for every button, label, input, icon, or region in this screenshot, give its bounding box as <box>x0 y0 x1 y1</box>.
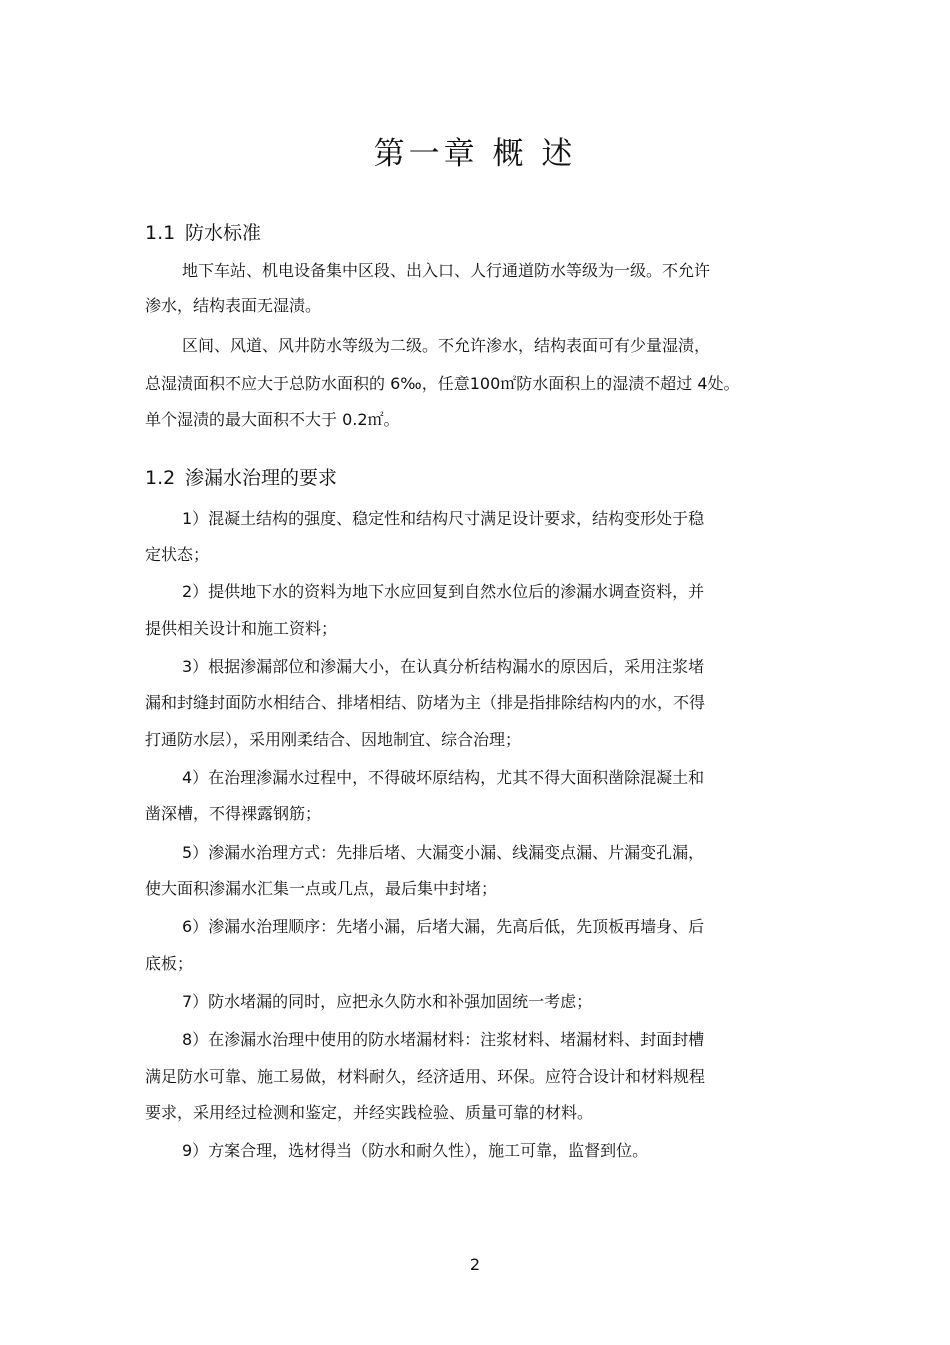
list-item-line: 4）在治理渗漏水过程中，不得破坏原结构，尤其不得大面积凿除混凝土和 <box>182 768 705 787</box>
paragraph-line: 单个湿渍的最大面积不大于 0.2㎡。 <box>145 410 400 429</box>
list-item-line: 7）防水堵漏的同时，应把永久防水和补强加固统一考虑； <box>182 992 593 1011</box>
list-item-line: 3）根据渗漏部位和渗漏大小，在认真分析结构漏水的原因后，采用注浆堵 <box>182 657 705 676</box>
list-item-line: 使大面积渗漏水汇集一点或几点，最后集中封堵； <box>145 879 498 898</box>
list-item-line: 1）混凝土结构的强度、稳定性和结构尺寸满足设计要求，结构变形处于稳 <box>182 509 705 528</box>
paragraph-line: 区间、风道、风井防水等级为二级。不允许渗水，结构表面可有少量湿渍， <box>182 336 711 355</box>
list-item-line: 底板； <box>145 954 194 973</box>
list-item-line: 凿深槽，不得裸露钢筋； <box>145 804 322 823</box>
section-heading-1-1 <box>145 218 261 245</box>
list-item-line: 2）提供地下水的资料为地下水应回复到自然水位后的渗漏水调查资料，并 <box>182 582 705 601</box>
chapter-title: 第一章 概 述 <box>373 136 577 172</box>
list-item-line: 定状态； <box>145 545 210 564</box>
list-item-line: 满足防水可靠、施工易做，材料耐久，经济适用、环保。应符合设计和材料规程 <box>145 1067 706 1086</box>
list-item-line: 打通防水层），采用刚柔结合、因地制宜、综合治理； <box>145 730 522 749</box>
list-item-line: 9）方案合理，选材得当（防水和耐久性），施工可靠，监督到位。 <box>182 1141 649 1160</box>
list-item-line: 漏和封缝封面防水相结合、排堵相结、防堵为主（排是指排除结构内的水，不得 <box>145 693 706 712</box>
section-title: 渗漏水治理的要求 <box>185 467 338 489</box>
list-item-line: 5）渗漏水治理方式：先排后堵、大漏变小漏、线漏变点漏、片漏变孔漏， <box>182 843 705 862</box>
list-item-line: 提供相关设计和施工资料； <box>145 619 338 638</box>
section-number: 1.2 <box>145 467 176 489</box>
paragraph-line: 地下车站、机电设备集中区段、出入口、人行通道防水等级为一级。不允许 <box>182 261 711 280</box>
section-title: 防水标准 <box>185 222 262 244</box>
section-number: 1.1 <box>145 222 176 244</box>
paragraph-line: 总湿渍面积不应大于总防水面积的 6‰，任意100㎡防水面积上的湿渍不超过 4处。 <box>145 374 740 393</box>
section-heading-1-2 <box>145 463 337 490</box>
list-item-line: 8）在渗漏水治理中使用的防水堵漏材料：注浆材料、堵漏材料、封面封槽 <box>182 1030 705 1049</box>
paragraph-line: 渗水，结构表面无湿渍。 <box>145 296 322 315</box>
list-item-line: 要求，采用经过检测和鉴定，并经实践检验、质量可靠的材料。 <box>145 1103 594 1122</box>
page-number: 2 <box>469 1255 481 1274</box>
list-item-line: 6）渗漏水治理顺序：先堵小漏，后堵大漏，先高后低，先顶板再墙身、后 <box>182 917 705 936</box>
